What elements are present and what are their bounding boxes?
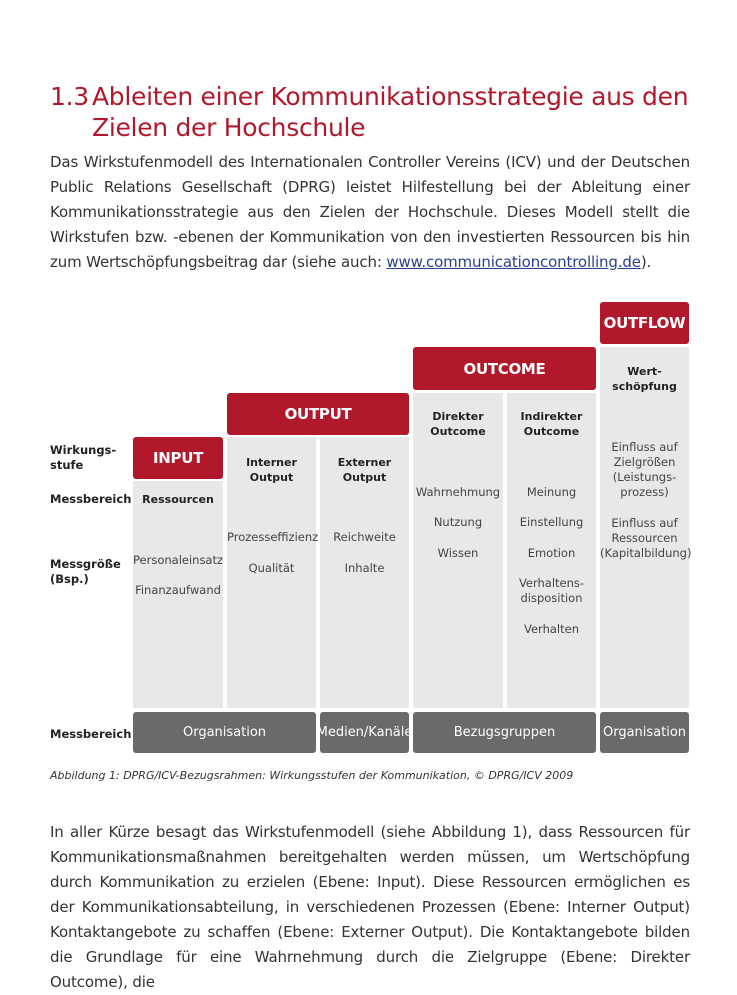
footer-organisation-right: Organisation — [600, 712, 689, 753]
item-einfluss-zielgroessen: Einfluss auf Zielgrößen (Leistungs- prozess) — [611, 440, 678, 499]
footer-organisation-left: Organisation — [133, 712, 316, 753]
item-emotion: Emotion — [527, 546, 576, 560]
heading-line-2: Zielen der Hochschule — [92, 112, 366, 142]
body-paragraph: In aller Kürze besagt das Wirkstufenmodell (siehe Abbildung 1), dass Ressourcen für Kommunikationsmaßnahmen bereitgehalten werden müssen, um Wertschöpfung durch Kommunikation zu erzielen (Ebene: Input). Diese Ressourcen ermöglichen es der Kommunikationsabteilung, in verschiedenen Prozessen (Ebene: Interner Output) Kontaktangebote zu schaffen (Ebene: Externer Output). Die Kontaktangebote bilden die Grundlage für eine Wahrnehmung durch die Zielgruppe (Ebene: Direkter Outcome), die — [50, 823, 690, 991]
row-label-wirkungsstufe: Wirkungs- stufe — [50, 443, 117, 472]
footer-medien-kanaele: Medien/Kanäle — [320, 712, 409, 753]
header-outcome: OUTCOME — [413, 347, 596, 390]
item-verhalten: Verhalten — [524, 622, 579, 636]
item-einstellung: Einstellung — [519, 515, 584, 529]
header-output: OUTPUT — [227, 393, 409, 435]
item-qualitaet: Qualität — [248, 561, 295, 575]
column-title-wertschoepfung: Wert- schöpfung — [612, 365, 677, 393]
column-title-ressourcen: Ressourcen — [142, 493, 214, 506]
column-title-interner-output: Interner Output — [246, 456, 297, 484]
item-nutzung: Nutzung — [433, 515, 483, 529]
intro-text-end: ). — [640, 253, 652, 271]
figure-caption: Abbildung 1: DPRG/ICV-Bezugsrahmen: Wirkungsstufen der Kommunikation, © DPRG/ICV 2009 — [50, 769, 574, 782]
row-label-messbereich-bottom: Messbereich — [50, 727, 132, 741]
heading-line-1: Ableiten einer Kommunikationsstrategie aus den — [92, 81, 689, 111]
item-meinung: Meinung — [526, 485, 577, 499]
item-einfluss-ressourcen: Einfluss auf Ressourcen (Kapitalbildung) — [600, 516, 692, 560]
header-outflow: OUTFLOW — [600, 302, 689, 344]
item-wissen: Wissen — [437, 546, 479, 560]
item-personaleinsatz: Personaleinsatz — [133, 553, 224, 567]
item-reichweite: Reichweite — [333, 530, 396, 544]
section-number: 1.3 — [50, 81, 89, 111]
column-title-direkter-outcome: Direkter Outcome — [430, 410, 486, 438]
intro-text: Das Wirkstufenmodell des Internationalen Controller Vereins (ICV) und der Deutschen Public Relations Gesellschaft (DPRG) leistet Hilfestellung bei der Ableitung einer Kommunikationsstrategie aus den Zielen der Hochschule. Dieses Modell stellt die Wirkstufen bzw. -ebenen der Kommunikation von den investierten Ressourcen bis hin zum Wertschöpfungsbeitrag dar (siehe auch: — [50, 153, 690, 271]
footer-bezugsgruppen: Bezugsgruppen — [413, 712, 596, 753]
item-wahrnehmung: Wahrnehmung — [415, 485, 501, 499]
row-label-messbereich: Messbereich — [50, 492, 132, 506]
header-input: INPUT — [133, 437, 223, 479]
section-heading — [50, 81, 700, 143]
column-title-indirekter-outcome: Indirekter Outcome — [520, 410, 583, 438]
column-title-externer-output: Externer Output — [337, 456, 392, 484]
row-label-messgroesse: Messgröße (Bsp.) — [50, 557, 121, 586]
item-finanzaufwand: Finanzaufwand — [135, 583, 221, 597]
intro-paragraph — [50, 150, 690, 275]
item-prozesseffizienz: Prozesseffizienz — [227, 530, 319, 544]
item-inhalte: Inhalte — [344, 561, 385, 575]
item-verhaltensdisposition: Verhaltens- disposition — [518, 576, 585, 605]
communicationcontrolling-link[interactable]: www.communicationcontrolling.de — [386, 253, 641, 271]
